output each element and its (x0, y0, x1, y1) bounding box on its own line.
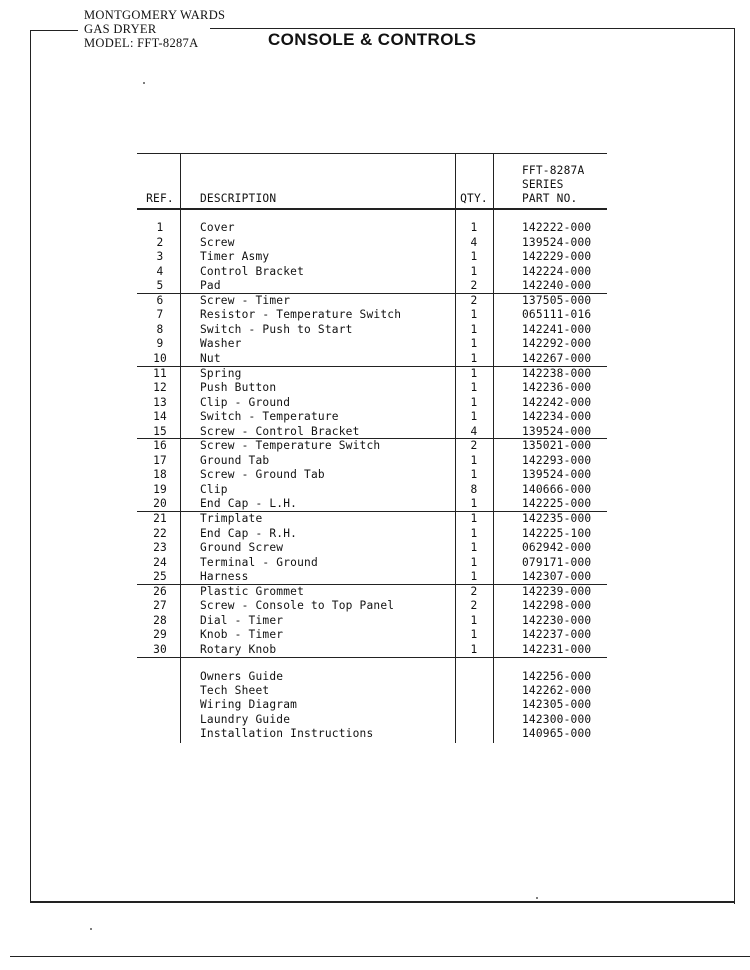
frame-left (30, 30, 31, 902)
row-part-number: 139524-000 (522, 468, 592, 481)
row-ref: 25 (153, 570, 167, 583)
row-qty: 1 (470, 468, 478, 481)
row-description: Spring (200, 367, 242, 380)
row-qty: 1 (470, 221, 478, 234)
row-description: Push Button (200, 381, 277, 394)
page-header (84, 8, 225, 50)
document-description: Installation Instructions (200, 727, 374, 740)
model-number: MODEL: FFT-8287A (84, 36, 199, 50)
header-ref: REF. (146, 192, 174, 205)
row-ref: 21 (153, 512, 167, 525)
row-description: Terminal - Ground (200, 556, 318, 569)
row-qty: 1 (470, 512, 478, 525)
header-part-series: SERIES (522, 178, 564, 191)
row-qty: 1 (470, 410, 478, 423)
header-description: DESCRIPTION (200, 192, 277, 205)
row-qty: 1 (470, 265, 478, 278)
row-description: Plastic Grommet (200, 585, 305, 598)
row-description: Screw (200, 236, 235, 249)
row-part-number: 142292-000 (522, 337, 592, 350)
row-ref: 22 (153, 527, 167, 540)
row-part-number: 142307-000 (522, 570, 592, 583)
row-ref: 27 (153, 599, 167, 612)
row-ref: 5 (156, 279, 164, 292)
row-qty: 1 (470, 396, 478, 409)
product-name: GAS DRYER (84, 22, 157, 36)
row-description: Cover (200, 221, 235, 234)
frame-right (734, 28, 735, 904)
row-description: Screw - Console to Top Panel (200, 599, 395, 612)
row-ref: 24 (153, 556, 167, 569)
row-description: Clip - Ground (200, 396, 291, 409)
row-part-number: 142242-000 (522, 396, 592, 409)
row-description: Nut (200, 352, 221, 365)
row-ref: 18 (153, 468, 167, 481)
row-description: Ground Tab (200, 454, 270, 467)
row-description: Control Bracket (200, 265, 305, 278)
row-qty: 1 (470, 643, 478, 656)
row-qty: 2 (470, 439, 478, 452)
header-qty: QTY. (460, 192, 488, 205)
row-part-number: 135021-000 (522, 439, 592, 452)
row-description: Harness (200, 570, 249, 583)
row-ref: 28 (153, 614, 167, 627)
row-description: Resistor - Temperature Switch (200, 308, 402, 321)
row-ref: 8 (156, 323, 164, 336)
row-qty: 1 (470, 454, 478, 467)
row-part-number: 142222-000 (522, 221, 592, 234)
header-part-series: FFT-8287A (522, 164, 585, 177)
row-part-number: 142238-000 (522, 367, 592, 380)
document-description: Tech Sheet (200, 684, 270, 697)
row-description: Screw - Temperature Switch (200, 439, 381, 452)
frame-top-left (30, 30, 78, 31)
frame-top-right (210, 28, 734, 29)
row-part-number: 142229-000 (522, 250, 592, 263)
speck (143, 82, 145, 84)
row-qty: 1 (470, 381, 478, 394)
row-qty: 1 (470, 570, 478, 583)
header-part-no: PART NO. (522, 192, 578, 205)
row-part-number: 142237-000 (522, 628, 592, 641)
row-description: End Cap - R.H. (200, 527, 298, 540)
row-part-number: 140666-000 (522, 483, 592, 496)
row-part-number: 142231-000 (522, 643, 592, 656)
row-part-number: 142267-000 (522, 352, 592, 365)
row-qty: 1 (470, 367, 478, 380)
row-part-number: 142298-000 (522, 599, 592, 612)
row-description: Timer Asmy (200, 250, 270, 263)
row-ref: 3 (156, 250, 164, 263)
row-qty: 1 (470, 352, 478, 365)
row-ref: 30 (153, 643, 167, 656)
row-ref: 13 (153, 396, 167, 409)
row-part-number: 142241-000 (522, 323, 592, 336)
row-part-number: 142230-000 (522, 614, 592, 627)
row-part-number: 062942-000 (522, 541, 592, 554)
row-qty: 1 (470, 614, 478, 627)
row-ref: 14 (153, 410, 167, 423)
row-part-number: 139524-000 (522, 236, 592, 249)
row-description: Switch - Push to Start (200, 323, 353, 336)
row-qty: 1 (470, 541, 478, 554)
document-part-number: 142300-000 (522, 713, 592, 726)
row-ref: 17 (153, 454, 167, 467)
column-divider (455, 153, 456, 743)
row-part-number: 065111-016 (522, 308, 592, 321)
column-divider (180, 153, 181, 743)
row-description: Trimplate (200, 512, 263, 525)
row-ref: 12 (153, 381, 167, 394)
row-ref: 11 (153, 367, 167, 380)
table-header-rule (137, 208, 607, 210)
row-ref: 26 (153, 585, 167, 598)
row-description: Screw - Ground Tab (200, 468, 325, 481)
frame-bottom (30, 901, 734, 903)
table-top-rule (137, 153, 607, 154)
row-description: Screw - Control Bracket (200, 425, 360, 438)
row-description: Washer (200, 337, 242, 350)
row-qty: 1 (470, 556, 478, 569)
row-part-number: 142225-100 (522, 527, 592, 540)
brand-name: MONTGOMERY WARDS (84, 8, 226, 22)
row-part-number: 142234-000 (522, 410, 592, 423)
row-part-number: 142235-000 (522, 512, 592, 525)
row-ref: 9 (156, 337, 164, 350)
row-description: Screw - Timer (200, 294, 291, 307)
row-ref: 6 (156, 294, 164, 307)
row-part-number: 142236-000 (522, 381, 592, 394)
row-ref: 2 (156, 236, 164, 249)
row-description: Knob - Timer (200, 628, 284, 641)
row-part-number: 137505-000 (522, 294, 592, 307)
row-qty: 1 (470, 337, 478, 350)
row-description: Clip (200, 483, 228, 496)
speck (90, 928, 92, 930)
document-part-number: 142305-000 (522, 698, 592, 711)
row-qty: 4 (470, 425, 478, 438)
row-part-number: 142240-000 (522, 279, 592, 292)
row-description: Rotary Knob (200, 643, 277, 656)
row-part-number: 142239-000 (522, 585, 592, 598)
speck (536, 897, 538, 899)
row-qty: 2 (470, 294, 478, 307)
row-part-number: 142293-000 (522, 454, 592, 467)
row-qty: 2 (470, 585, 478, 598)
row-ref: 23 (153, 541, 167, 554)
group-divider (137, 657, 607, 658)
row-description: Ground Screw (200, 541, 284, 554)
row-qty: 1 (470, 497, 478, 510)
row-ref: 15 (153, 425, 167, 438)
row-part-number: 079171-000 (522, 556, 592, 569)
row-part-number: 142225-000 (522, 497, 592, 510)
row-part-number: 142224-000 (522, 265, 592, 278)
document-part-number: 142256-000 (522, 670, 592, 683)
document-part-number: 142262-000 (522, 684, 592, 697)
row-ref: 20 (153, 497, 167, 510)
document-part-number: 140965-000 (522, 727, 592, 740)
row-ref: 16 (153, 439, 167, 452)
row-qty: 1 (470, 628, 478, 641)
row-ref: 7 (156, 308, 164, 321)
row-ref: 19 (153, 483, 167, 496)
row-description: Pad (200, 279, 221, 292)
page-bottom-line (10, 956, 750, 957)
row-description: Dial - Timer (200, 614, 284, 627)
row-description: Switch - Temperature (200, 410, 339, 423)
document-description: Owners Guide (200, 670, 284, 683)
row-ref: 4 (156, 265, 164, 278)
row-qty: 1 (470, 527, 478, 540)
row-description: End Cap - L.H. (200, 497, 298, 510)
document-description: Laundry Guide (200, 713, 291, 726)
row-ref: 1 (156, 221, 164, 234)
row-qty: 2 (470, 599, 478, 612)
row-qty: 1 (470, 323, 478, 336)
row-qty: 1 (470, 308, 478, 321)
row-qty: 1 (470, 250, 478, 263)
row-qty: 8 (470, 483, 478, 496)
document-description: Wiring Diagram (200, 698, 298, 711)
row-ref: 29 (153, 628, 167, 641)
row-qty: 4 (470, 236, 478, 249)
column-divider (493, 153, 494, 743)
row-qty: 2 (470, 279, 478, 292)
page-title: CONSOLE & CONTROLS (268, 30, 477, 49)
row-ref: 10 (153, 352, 167, 365)
row-part-number: 139524-000 (522, 425, 592, 438)
